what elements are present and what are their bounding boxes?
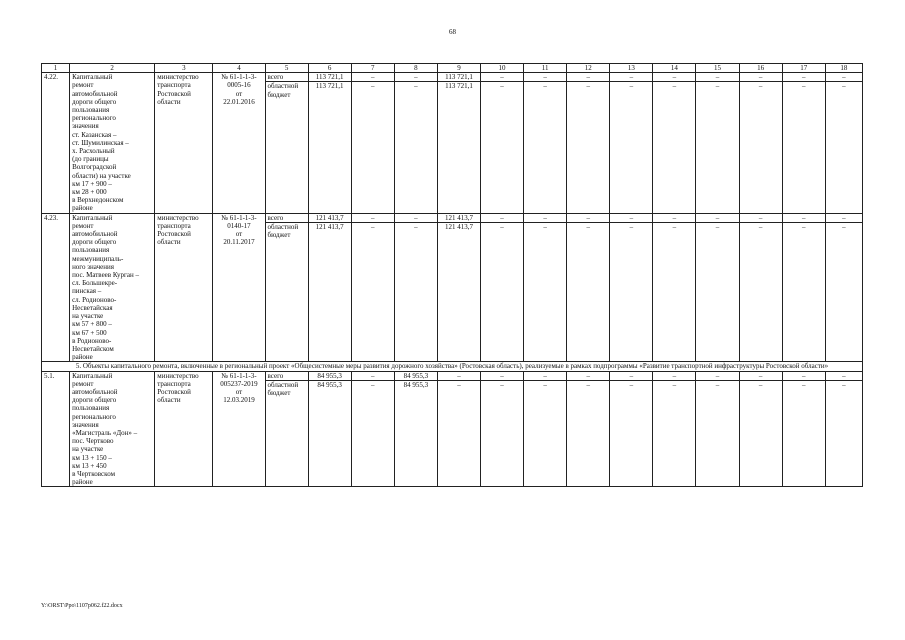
year-value-value: – (801, 371, 806, 380)
year-value-value: – (715, 371, 720, 380)
executor-line: транспорта (157, 81, 191, 90)
object-name-line: значения (72, 420, 99, 429)
column-header: 8 (394, 64, 437, 73)
column-header: 18 (825, 64, 862, 73)
object-name-line: регионального (72, 412, 116, 421)
object-name (70, 73, 155, 213)
year-value-value: – (371, 213, 375, 222)
year-value (351, 73, 394, 213)
year-value-value: – (653, 222, 695, 231)
year-value-value: 84 955,3 (403, 371, 429, 380)
object-name-line: ного значения (72, 262, 114, 271)
registry-code-line: 20.11.2017 (223, 238, 255, 247)
column-header: 11 (524, 64, 567, 73)
total-amount (308, 73, 351, 213)
object-name-line: районе (72, 204, 93, 213)
registry-code (213, 73, 265, 213)
year-value-value: – (740, 81, 782, 90)
executor-line: Ростовской (157, 89, 191, 98)
column-header: 9 (437, 64, 480, 73)
year-value-value: – (414, 73, 418, 82)
year-value (351, 213, 394, 362)
funding-source-value: всего (267, 213, 284, 222)
year-value (481, 213, 524, 362)
year-value (653, 371, 696, 487)
object-name (70, 213, 155, 362)
object-name-line: значения (72, 122, 99, 131)
registry-code (213, 371, 265, 487)
year-value (782, 73, 825, 213)
column-header: 13 (610, 64, 653, 73)
year-value (394, 213, 437, 362)
registry-code-line: 12.03.2019 (223, 396, 255, 405)
year-value (437, 371, 480, 487)
column-header: 5 (265, 64, 308, 73)
object-name-line: в Родионово- (72, 336, 112, 345)
object-name-line: км 28 + 000 (72, 188, 107, 197)
column-header: 2 (70, 64, 155, 73)
year-value-value: – (457, 371, 461, 380)
object-name-line: дороги общего (72, 238, 117, 247)
year-value-value: – (524, 380, 566, 389)
total-amount-value: 113 721,1 (315, 73, 344, 82)
object-name-line: Несветайском (72, 344, 114, 353)
registry-code-line: № 61-1-1-3- (221, 371, 257, 380)
year-value-value: – (371, 73, 375, 82)
year-value-value: – (543, 213, 547, 222)
column-header: 15 (696, 64, 739, 73)
executor (155, 371, 213, 487)
executor-line: Ростовской (157, 230, 191, 239)
section-row (42, 362, 863, 371)
year-value-value: – (696, 222, 738, 231)
object-name-line: Капитальный (72, 213, 113, 222)
object-name-line: км 13 + 450 (72, 461, 107, 470)
row-number: 5.1. (42, 371, 70, 487)
object-name-line: км 57 + 800 – (72, 320, 112, 329)
total-amount-value: 84 955,3 (317, 371, 342, 380)
year-value-value: – (352, 222, 394, 231)
year-value-value: – (500, 73, 504, 82)
year-value-value: – (586, 213, 590, 222)
year-value (567, 213, 610, 362)
object-name-line: в Верхнедонском (72, 196, 124, 205)
object-name-line: х. Расхольный (72, 147, 115, 156)
executor-line: транспорта (157, 221, 191, 230)
column-header: 3 (155, 64, 213, 73)
column-header: 6 (308, 64, 351, 73)
year-value-value: – (567, 222, 609, 231)
registry-code-line: 22.01.2016 (223, 97, 255, 106)
funding-source-value: всего (267, 371, 284, 380)
object-name-line: км 13 + 150 – (72, 453, 112, 462)
registry-code-line: от (235, 230, 243, 239)
year-value (481, 73, 524, 213)
year-value-value: – (740, 380, 782, 389)
funding-source (265, 73, 308, 213)
column-header: 7 (351, 64, 394, 73)
registry-code-line: № 61-1-1-3- (221, 213, 257, 222)
year-value (610, 371, 653, 487)
year-value-value: – (414, 213, 418, 222)
year-value-value: – (438, 380, 480, 389)
year-value (825, 213, 862, 362)
header-row (42, 64, 863, 73)
year-value-value: – (672, 371, 677, 380)
object-name-line: пользования (72, 404, 110, 413)
year-value-value: – (371, 371, 375, 380)
total-amount-value: 84 955,3 (309, 380, 351, 389)
year-value-value: – (842, 213, 846, 222)
column-header: 12 (567, 64, 610, 73)
year-value (437, 213, 480, 362)
year-value-value: 121 413,7 (444, 213, 473, 222)
year-value-value: – (543, 371, 547, 380)
year-value (351, 371, 394, 487)
object-name-line: пос. Чертково (72, 437, 114, 446)
year-value (481, 371, 524, 487)
object-name-line: автомобильной (72, 387, 118, 396)
year-value (524, 213, 567, 362)
executor (155, 213, 213, 362)
year-value-value: – (352, 81, 394, 90)
page-number: 68 (449, 28, 456, 36)
object-name-line: области) на участке (72, 171, 131, 180)
executor-line: министерство (157, 213, 199, 222)
year-value-value: – (524, 222, 566, 231)
year-value (653, 73, 696, 213)
object-name-line: Волгоградской (72, 163, 117, 172)
object-name-line: (до границы (72, 155, 109, 164)
year-value-value: – (783, 380, 825, 389)
object-name-line: районе (72, 353, 93, 362)
object-name-line: автомобильной (72, 230, 118, 239)
year-value (825, 371, 862, 487)
executor-line: министерство (157, 73, 199, 82)
object-name-line: км 67 + 500 (72, 328, 107, 337)
registry-code (213, 213, 265, 362)
registry-code-line: 005237-2019 (220, 379, 258, 388)
object-name-line: регионального (72, 114, 116, 123)
year-value-value: – (586, 371, 590, 380)
object-name-line: районе (72, 478, 93, 487)
year-value-value: – (567, 81, 609, 90)
funding-source-value: областной бюджет (266, 222, 308, 239)
executor-line: области (157, 396, 181, 405)
year-value-value: – (696, 380, 738, 389)
file-path-footer: Y:\ORST\Ppo\1107p062.f22.docx (41, 603, 123, 609)
object-name-line: пинская – (72, 287, 102, 296)
year-value-value: – (610, 81, 652, 90)
column-header: 10 (481, 64, 524, 73)
year-value (696, 73, 739, 213)
object-name-line: ст. Шумилинская – (72, 138, 129, 147)
executor-line: Ростовской (157, 387, 191, 396)
row-number: 4.22. (42, 73, 70, 213)
table-row (42, 371, 863, 487)
year-value-value: – (500, 213, 504, 222)
year-value (696, 213, 739, 362)
object-name-line: в Чертковском (72, 469, 115, 478)
year-value-value: – (758, 213, 763, 222)
year-value (567, 73, 610, 213)
object-name (70, 371, 155, 487)
object-name-line: ремонт (72, 81, 94, 90)
year-value-value: – (629, 213, 634, 222)
year-value-value: – (696, 81, 738, 90)
year-value-value: – (586, 73, 590, 82)
table-row (42, 213, 863, 362)
registry-code-line: от (235, 387, 243, 396)
total-amount (308, 213, 351, 362)
object-name-line: дороги общего (72, 97, 117, 106)
column-header: 16 (739, 64, 782, 73)
column-header: 1 (42, 64, 70, 73)
object-name-line: «Магистраль «Дон» – (72, 428, 138, 437)
object-name-line: на участке (72, 445, 104, 454)
object-name-line: межмуниципаль- (72, 254, 124, 263)
year-value (825, 73, 862, 213)
funding-source-value: областной бюджет (266, 81, 308, 98)
object-name-line: дороги общего (72, 396, 117, 405)
object-name-line: Капитальный (72, 371, 113, 380)
year-value (567, 371, 610, 487)
year-value-value: – (500, 371, 504, 380)
executor-line: транспорта (157, 379, 191, 388)
object-name-line: ст. Казанская – (72, 130, 117, 139)
year-value-value: – (653, 81, 695, 90)
year-value (739, 371, 782, 487)
row-number: 4.23. (42, 213, 70, 362)
column-header: 14 (653, 64, 696, 73)
year-value-value: – (610, 380, 652, 389)
year-value-value: – (783, 81, 825, 90)
object-name-line: Несветайская (72, 303, 113, 312)
total-amount-value: 113 721,1 (309, 81, 351, 90)
year-value (782, 213, 825, 362)
object-name-line: пользования (72, 106, 110, 115)
year-value-value: – (629, 73, 634, 82)
object-name-line: на участке (72, 312, 104, 321)
section-title: 5. Объекты капитального ремонта, включенные в региональный проект «Общесистемные меры развития дорожного хозяйства» (Ростовская область), реализуемые в рамках подпрограммы «Развитие транспортной инфраструктуры Ростовской области» (42, 362, 863, 371)
year-value-value: – (842, 73, 846, 82)
object-name-line: автомобильной (72, 89, 118, 98)
year-value-value: – (610, 222, 652, 231)
registry-code-line: 0005-16 (227, 81, 251, 90)
year-value-value: – (740, 222, 782, 231)
year-value-value: – (826, 222, 862, 231)
year-value-value: – (352, 380, 394, 389)
table-row (42, 73, 863, 213)
year-value-value: – (758, 73, 763, 82)
executor-line: министерство (157, 371, 199, 380)
year-value-value: – (715, 213, 720, 222)
year-value-value: – (481, 81, 523, 90)
executor-line: области (157, 238, 181, 247)
year-value-value: – (842, 371, 846, 380)
year-value-value: 84 955,3 (395, 380, 437, 389)
year-value (739, 73, 782, 213)
year-value (739, 213, 782, 362)
year-value-value: – (653, 380, 695, 389)
registry-code-line: № 61-1-1-3- (221, 73, 257, 82)
funding-source-value: областной бюджет (266, 380, 308, 397)
year-value-value: – (801, 213, 806, 222)
year-value (782, 371, 825, 487)
year-value (653, 213, 696, 362)
year-value (610, 73, 653, 213)
year-value-value: – (783, 222, 825, 231)
object-name-line: Капитальный (72, 73, 113, 82)
year-value (610, 213, 653, 362)
year-value-value: 113 721,1 (445, 73, 473, 82)
year-value-value: – (826, 81, 862, 90)
year-value-value: 121 413,7 (438, 222, 480, 231)
total-amount (308, 371, 351, 487)
registry-code-line: 0140-17 (227, 221, 251, 230)
object-name-line: сл. Большекре- (72, 279, 118, 288)
year-value-value: – (758, 371, 763, 380)
object-name-line: ремонт (72, 379, 94, 388)
object-name-line: сл. Родионово- (72, 295, 117, 304)
funding-source (265, 213, 308, 362)
year-value-value: – (826, 380, 862, 389)
total-amount-value: 121 413,7 (309, 222, 351, 231)
year-value-value: – (567, 380, 609, 389)
column-header: 4 (213, 64, 265, 73)
year-value-value: – (395, 222, 437, 231)
executor (155, 73, 213, 213)
year-value (696, 371, 739, 487)
object-name-line: пос. Матвеев Курган – (72, 271, 139, 280)
year-value-value: – (715, 73, 720, 82)
year-value (394, 371, 437, 487)
object-name-line: ремонт (72, 221, 94, 230)
year-value-value: – (672, 213, 677, 222)
object-name-line: пользования (72, 246, 110, 255)
year-value-value: 113 721,1 (438, 81, 480, 90)
executor-line: области (157, 97, 181, 106)
year-value (394, 73, 437, 213)
year-value (524, 371, 567, 487)
year-value (437, 73, 480, 213)
year-value-value: – (543, 73, 547, 82)
year-value-value: – (395, 81, 437, 90)
object-name-line: км 17 + 900 – (72, 179, 112, 188)
funding-source (265, 371, 308, 487)
year-value-value: – (524, 81, 566, 90)
column-header: 17 (782, 64, 825, 73)
year-value-value: – (481, 222, 523, 231)
year-value-value: – (629, 371, 634, 380)
year-value (524, 73, 567, 213)
year-value-value: – (672, 73, 677, 82)
total-amount-value: 121 413,7 (315, 213, 344, 222)
budget-table (41, 63, 863, 487)
year-value-value: – (801, 73, 806, 82)
funding-source-value: всего (267, 73, 284, 82)
year-value-value: – (481, 380, 523, 389)
registry-code-line: от (235, 89, 243, 98)
